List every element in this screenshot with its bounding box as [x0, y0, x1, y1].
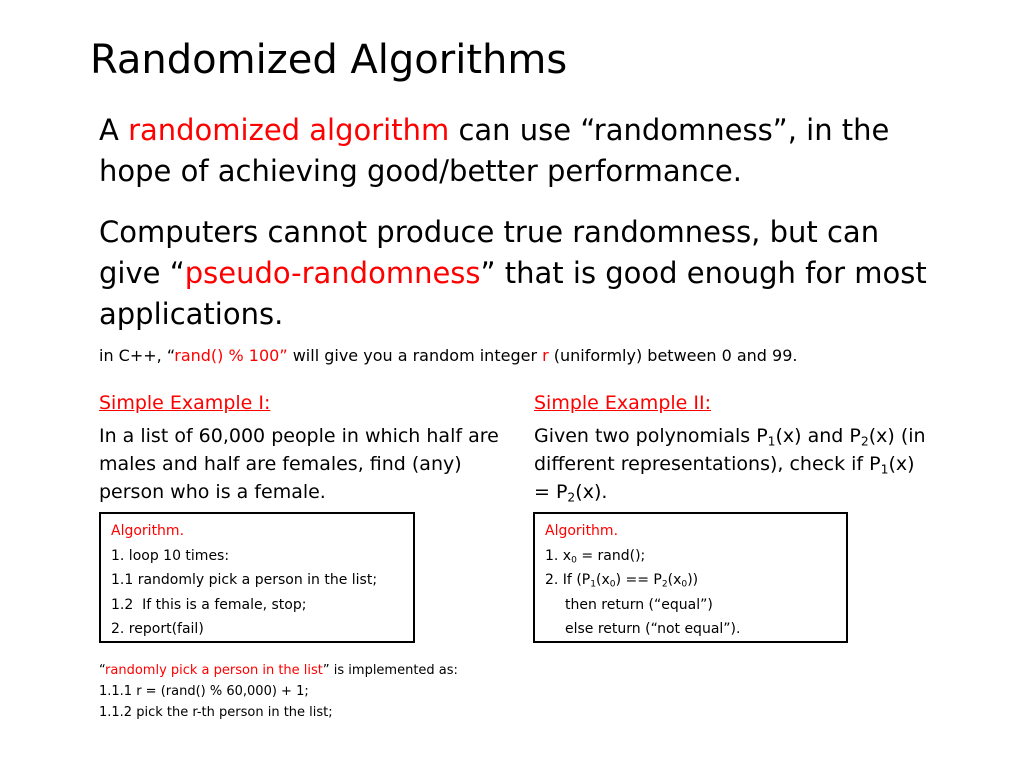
pseudo-randomness-paragraph — [99, 212, 929, 335]
ex2-sub-2: 2 — [860, 434, 869, 449]
example-one-heading: Simple Example I: — [99, 392, 271, 414]
cpp-prefix: in C++, “ — [99, 346, 175, 365]
cpp-code: rand() % 100” — [174, 346, 288, 365]
ex2-text-b: (x) and P — [775, 425, 861, 447]
example-one — [99, 390, 519, 506]
example-two-heading: Simple Example II: — [534, 392, 711, 414]
cpp-suffix: (uniformly) between 0 and 99. — [548, 346, 798, 365]
note-quote-open: “ — [99, 663, 106, 678]
step2-s3: 2 — [661, 579, 668, 590]
ex2-sub-1: 1 — [767, 434, 776, 449]
step1-b: = rand(); — [576, 547, 646, 564]
algorithm-one-step: 1.1 randomly pick a person in the list; — [111, 572, 378, 588]
step2-s4: 0 — [681, 579, 688, 590]
step2-d: (x — [667, 572, 682, 588]
step2-e: )) — [687, 572, 699, 588]
algorithm-two-step-2 — [545, 568, 836, 593]
step1-a: 1. x — [545, 547, 572, 564]
implementation-note — [99, 660, 458, 723]
algorithm-one-step: 1. loop 10 times: — [111, 547, 230, 564]
pseudo-prefix: Computers cannot produce true randomness, but can give “ — [99, 215, 880, 290]
algorithm-box-one — [99, 512, 415, 643]
ex2-text-d: (x) = P — [534, 453, 915, 503]
cpp-middle: will give you a random integer — [287, 346, 543, 365]
note-line-1: 1.1.1 r = (rand() % 60,000) + 1; — [99, 684, 309, 699]
definition-paragraph — [99, 110, 929, 192]
ex2-sub-3: 1 — [880, 462, 889, 477]
algorithm-two-step-3: then return (“equal”) — [565, 596, 713, 613]
algorithm-two-title: Algorithm. — [545, 523, 619, 539]
ex2-text-e: (x). — [575, 481, 608, 503]
example-two — [534, 390, 934, 506]
example-one-text: In a list of 60,000 people in which half are males and half are females, find (any) person who is a female. — [99, 425, 499, 503]
slide-title: Randomized Algorithms — [90, 37, 568, 83]
note-highlight: randomly pick a person in the list — [105, 663, 323, 678]
ex2-text-c: (x) (in different representations), check if P — [534, 425, 926, 475]
algorithm-box-two — [533, 512, 848, 643]
algorithm-one-step: 2. report(fail) — [111, 621, 204, 637]
definition-suffix: can use “randomness”, in the hope of achieving good/better performance. — [99, 113, 890, 188]
algorithm-one-step: 1.2 If this is a female, stop; — [111, 596, 307, 613]
ex2-text-a: Given two polynomials P — [534, 425, 768, 447]
step2-a: 2. If (P — [545, 572, 591, 588]
algorithm-two-step-1 — [545, 544, 836, 569]
definition-highlight: randomized algorithm — [128, 113, 450, 147]
cpp-var: r — [542, 346, 549, 365]
step2-b: (x — [596, 572, 610, 588]
pseudo-suffix: ” that is good enough for most applications. — [99, 256, 927, 331]
definition-prefix: A — [99, 113, 129, 147]
cpp-note — [99, 344, 959, 368]
step2-s1: 1 — [590, 579, 597, 590]
example-two-text — [534, 422, 934, 506]
step2-s2: 0 — [609, 579, 616, 590]
note-intro — [99, 660, 458, 681]
note-line-2: 1.1.2 pick the r-th person in the list; — [99, 705, 333, 720]
algorithm-two-step-4: else return (“not equal”). — [565, 621, 741, 637]
step2-c: ) == P — [615, 572, 662, 588]
note-suffix: ” is implemented as: — [322, 663, 458, 678]
ex2-sub-4: 2 — [567, 490, 576, 505]
algorithm-one-title: Algorithm. — [111, 523, 185, 539]
step1-sub: 0 — [571, 555, 577, 566]
pseudo-highlight: pseudo-randomness — [184, 256, 481, 290]
